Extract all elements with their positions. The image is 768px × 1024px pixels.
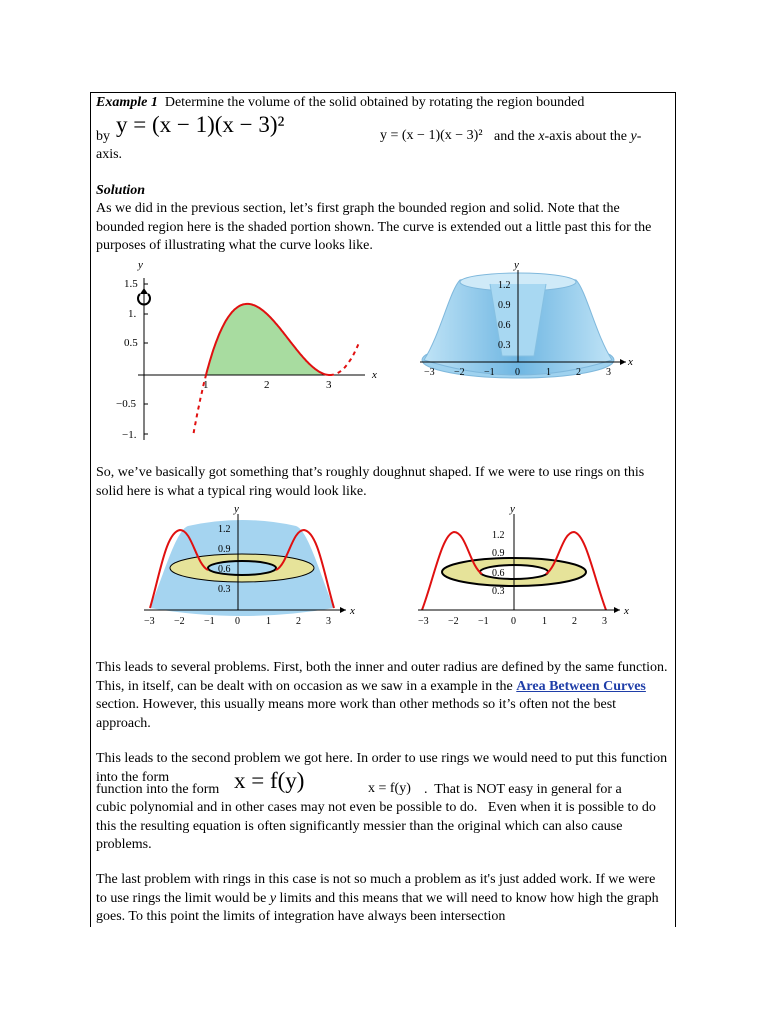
para4-text-b: cubic polynomial and in other cases may not even be possible to do. Even when it is possible to do this the resulting equation is often significantly messier than the original which can also cause problems. [96,800,656,852]
y-axis-label: y [510,503,515,515]
ytick-label: 0.5 [124,337,138,349]
ytick-label: −0.5 [116,398,136,410]
xtick-label: 1 [266,616,271,627]
solution-heading: Solution [96,183,146,198]
ytick-label: 0.6 [498,320,511,331]
ytick-label: 0.3 [218,584,231,595]
xtick-label: 3 [326,616,331,627]
equation-big: y = (x − 1)(x − 3)² [116,112,285,137]
xtick-label: 2 [572,616,577,627]
ytick-label: 0.3 [492,586,505,597]
x-axis-arrow [614,607,620,613]
para5-text-a: The last problem with rings in this case is not so much a problem as it's just added work. If we were to use rings the limit would be [96,872,656,906]
xtick-label: 2 [264,379,270,391]
xtick-label: 0 [235,616,240,627]
y-axis-label: y [138,259,143,271]
rotation-arrow-head [140,288,148,294]
region-graph [110,258,380,448]
axis-end: axis. [96,147,123,162]
para5-text-b: limits and this means that we will need to know how high the graph goes. To this point the limits of integration have always been intersection [96,890,659,924]
para3-text-a: This leads to several problems. First, both the inner and outer radius are defined by the same function. This, in itself, can be dealt with on occasion as we saw in a example in the [96,660,668,694]
xtick-label: −2 [454,367,465,378]
form-small: x = f(y) [368,781,411,796]
and-text: and the [494,129,535,144]
ytick-label: 0.9 [498,300,511,311]
y-ticks [144,284,148,434]
xtick-label: 3 [606,367,611,378]
ytick-label: 0.6 [218,564,231,575]
x-axis-label: x [350,605,355,617]
xtick-label: −1 [204,616,215,627]
ytick-label: 0.3 [498,340,511,351]
ytick-label: 1.2 [498,280,511,291]
ytick-label: 1.2 [492,530,505,541]
xtick-label: 2 [576,367,581,378]
xtick-label: 3 [326,379,332,391]
ring-only-graph [412,504,652,634]
by-word: by [96,129,110,144]
xtick-label: −2 [448,616,459,627]
curve-dashed-left [194,375,206,433]
xtick-label: 0 [511,616,516,627]
x-axis-label: x [628,356,633,368]
y-axis-label: y [234,503,239,515]
solution-para5 [96,871,668,927]
x-axis-label: x [624,605,629,617]
xtick-label: 1 [542,616,547,627]
solution-para2: So, we’ve basically got something that’s roughly doughnut shaped. If we were to use rings on this solid here is what a typical ring would look like. [96,465,645,499]
para4-text-b-first: . That is NOT easy in general for a [424,782,622,797]
example-label: Example 1 [96,95,158,110]
xtick-label: −1 [478,616,489,627]
axis-text: -axis about the [544,129,627,144]
x-var: x [538,129,545,144]
xtick-label: −3 [418,616,429,627]
dash: - [636,129,642,144]
para3-text-b: section. However, this usually means more work than other methods so it’s often not the best approach. [96,697,617,731]
axis-phrase [494,128,674,147]
xtick-label: 1 [203,379,209,391]
y-axis-label: y [514,259,519,271]
solid-graph [410,260,650,390]
xtick-label: 1 [546,367,551,378]
ring-solid-graph [136,504,376,634]
xtick-label: −3 [424,367,435,378]
xtick-label: −1 [484,367,495,378]
para4-text-a: This leads to the second problem we got here. In order to use rings we would need to put this function into the form [96,751,668,785]
equation-small: y = (x − 1)(x − 3)² [380,128,483,143]
form-big: x = f(y) [234,768,305,793]
x-axis-arrow [620,359,626,365]
para5-y: y [269,890,277,906]
ytick-label: −1. [122,429,137,441]
curve-dashed-right [330,341,360,375]
ytick-label: 0.6 [492,568,505,579]
solution-para3 [96,659,668,733]
example-intro [96,94,668,113]
x-axis-arrow [340,607,346,613]
ytick-label: 0.9 [218,544,231,555]
x-axis-label: x [372,369,377,381]
xtick-label: 3 [602,616,607,627]
xtick-label: 2 [296,616,301,627]
ytick-label: 1.2 [218,524,231,535]
y-var: y [630,129,637,144]
ytick-label: 1.5 [124,278,138,290]
xtick-label: −3 [144,616,155,627]
example-intro-text: Determine the volume of the solid obtained by rotating the region bounded [164,95,585,110]
xtick-label: 0 [515,367,520,378]
area-between-curves-link[interactable]: Area Between Curves [516,678,646,694]
xtick-label: −2 [174,616,185,627]
ytick-label: 0.9 [492,548,505,559]
ytick-label: 1. [128,308,137,320]
solution-para1: As we did in the previous section, let’s first graph the bounded region and solid. Note that the bounded region here is the shaded portion shown. The curve is extended out a little past this for the purposes of illustrating what the curve looks like. [96,201,652,253]
form-prefix: function into the form [96,782,220,797]
